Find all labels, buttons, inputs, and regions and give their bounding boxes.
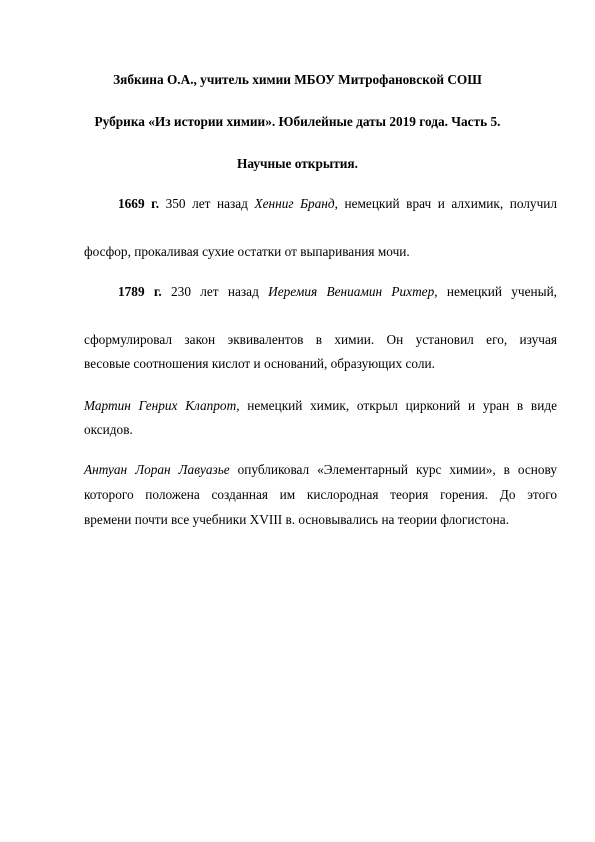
p3-line1 <box>84 398 557 414</box>
p4-text-a: опубликовал «Элементарный курс химии», в основу <box>229 462 557 477</box>
p2-person: Иеремия Вениамин Рихтер <box>268 284 435 299</box>
p1-text-a: 350 лет назад <box>159 196 255 211</box>
p2-text-b: , немецкий ученый, <box>434 284 558 299</box>
p3-text-a: , немецкий химик, открыл цирконий и уран в виде <box>236 398 557 413</box>
p2-line2: сформулировал закон эквивалентов в химии. Он установил его, изучая <box>84 332 557 347</box>
p1-text-b: , немецкий врач и алхимик, получил <box>334 196 558 211</box>
section-title: Научные открытия. <box>237 156 358 171</box>
p1-person: Хенниг Бранд <box>254 196 335 211</box>
p2-year: 1789 г. <box>118 284 162 299</box>
p2-line1 <box>118 284 557 300</box>
rubric-line: Рубрика «Из истории химии». Юбилейные даты 2019 года. Часть 5. <box>94 114 501 129</box>
p3-person: Мартин Генрих Клапрот <box>84 398 237 413</box>
p1-line2: фосфор, прокаливая сухие остатки от выпаривания мочи. <box>84 244 410 259</box>
p2-line3: весовые соотношения кислот и оснований, образующих соли. <box>84 356 435 371</box>
p4-line3: времени почти все учебники XVIII в. основывались на теории флогистона. <box>84 512 510 527</box>
p4-line1 <box>84 462 557 478</box>
author-line: Зябкина О.А., учитель химии МБОУ Митрофановской СОШ <box>113 72 482 87</box>
p1-line1 <box>118 196 557 212</box>
p4-person: Антуан Лоран Лавуазье <box>84 462 230 477</box>
p1-year: 1669 г. <box>118 196 160 211</box>
p4-line2: которого положена созданная им кислородная теория горения. До этого <box>84 487 557 502</box>
p3-line2: оксидов. <box>84 422 133 437</box>
p2-text-a: 230 лет назад <box>161 284 269 299</box>
